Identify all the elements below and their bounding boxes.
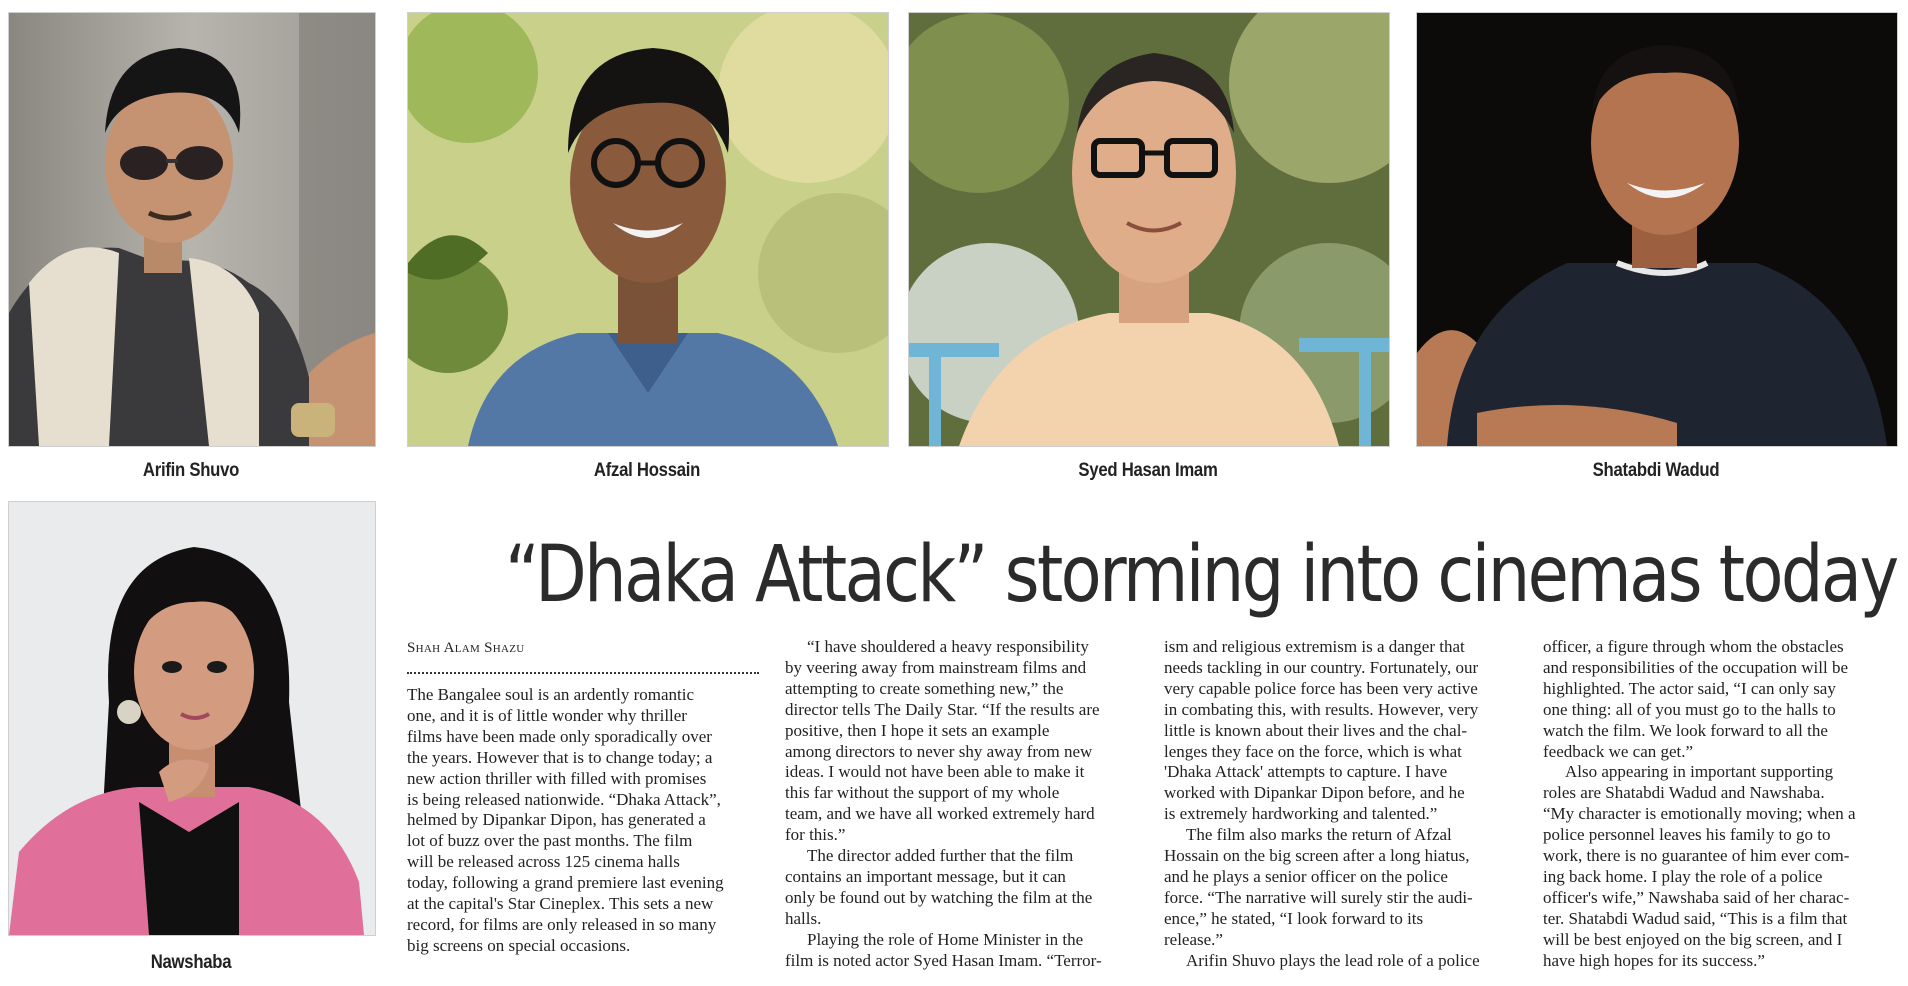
headline: “Dhaka Attack” storming into cinemas today — [505, 530, 1897, 620]
column-line: officer's wife,” Nawshaba said of her charac- — [1543, 887, 1850, 907]
article-column-3 — [1164, 637, 1516, 972]
column-line: highlighted. The actor said, “I can only say — [1543, 678, 1836, 698]
column-line: positive, then I hope it sets an example — [785, 720, 1050, 740]
column-line: ter. Shatabdi Wadud said, “This is a film that — [1543, 908, 1848, 928]
column-line: Hossain on the big screen after a long hiatus, — [1164, 846, 1470, 866]
column-line: ideas. I would not have been able to make it — [785, 762, 1085, 782]
column-line: and he plays a senior officer on the police — [1164, 866, 1448, 886]
column-line: worked with Dipankar Dipon before, and he — [1164, 783, 1465, 803]
column-line: director tells The Daily Star. “If the results are — [785, 699, 1100, 719]
column-line: one, and it is of little wonder why thriller — [407, 705, 687, 725]
column-line: have high hopes for its success.” — [1543, 950, 1765, 970]
photo-shatabdi-wadud — [1416, 12, 1898, 447]
column-line: and responsibilities of the occupation will be — [1543, 657, 1848, 677]
column-line: one thing: all of you must go to the halls to — [1543, 699, 1836, 719]
column-line: attempting to create something new,” the — [785, 678, 1064, 698]
column-line: big screens on special occasions. — [407, 935, 631, 955]
article-column-2 — [785, 637, 1137, 972]
column-line: this far without the support of my whole — [785, 783, 1060, 803]
column-line: The director added further that the film — [807, 846, 1074, 866]
photo-nawshaba — [8, 501, 376, 936]
column-line: film is noted actor Syed Hasan Imam. “Terror- — [785, 950, 1102, 970]
photo-arifin-shuvo — [8, 12, 376, 447]
column-line: release.” — [1164, 929, 1223, 949]
column-line: today, following a grand premiere last evening — [407, 873, 724, 893]
column-line: films have been made only sporadically over — [407, 726, 712, 746]
column-line: needs tackling in our country. Fortunately, our — [1164, 657, 1479, 677]
column-line: by veering away from mainstream films and — [785, 657, 1087, 677]
column-line: The Bangalee soul is an ardently romantic — [407, 685, 695, 704]
photo-afzal-hossain — [407, 12, 889, 447]
column-line: is extremely hardworking and talented.” — [1164, 804, 1438, 824]
column-line: the years. However that is to change today; a — [407, 747, 713, 767]
caption-nawshaba: Nawshaba — [150, 952, 232, 973]
column-line: at the capital's Star Cineplex. This sets a new — [407, 894, 714, 914]
column-line: work, there is no guarantee of him ever com- — [1543, 846, 1850, 866]
column-line: feedback we can get.” — [1543, 741, 1694, 761]
column-line: ism and religious extremism is a danger that — [1164, 637, 1465, 656]
column-line: police personnel leaves his family to go to — [1543, 825, 1831, 845]
photo-syed-hasan-imam — [908, 12, 1390, 447]
column-line: lenges they face on the force, which is what — [1164, 741, 1462, 761]
column-line: The film also marks the return of Afzal — [1186, 825, 1452, 845]
column-line: little is known about their lives and the chal- — [1164, 720, 1468, 740]
column-line: roles are Shatabdi Wadud and Nawshaba. — [1543, 783, 1825, 803]
byline: Shah Alam Shazu — [407, 640, 525, 656]
column-line: officer, a figure through whom the obstacles — [1543, 637, 1844, 656]
column-line: will be released across 125 cinema halls — [407, 852, 680, 872]
column-line: very capable police force has been very active — [1164, 678, 1478, 698]
column-line: will be best enjoyed on the big screen, and I — [1543, 929, 1843, 949]
column-line: contains an important message, but it can — [785, 866, 1066, 886]
column-line: Playing the role of Home Minister in the — [807, 929, 1084, 949]
column-line: watch the film. We look forward to all the — [1543, 720, 1828, 740]
column-line: new action thriller with filled with promises — [407, 768, 707, 788]
column-line: is being released nationwide. “Dhaka Attack”, — [407, 789, 721, 809]
column-line: Arifin Shuvo plays the lead role of a police — [1186, 950, 1480, 970]
column-line: “My character is emotionally moving; when a — [1543, 804, 1856, 824]
column-line: ing back home. I play the role of a police — [1543, 866, 1823, 886]
article-column-1 — [407, 685, 759, 957]
column-line: among directors to never shy away from new — [785, 741, 1093, 761]
column-line: ence,” he stated, “I look forward to its — [1164, 908, 1424, 928]
column-line: lot of buzz over the past months. The film — [407, 831, 693, 851]
column-line: team, and we have all worked extremely hard — [785, 804, 1095, 824]
caption-arifin-shuvo: Arifin Shuvo — [142, 460, 240, 481]
column-line: force. “The narrative will surely stir the audi- — [1164, 887, 1473, 907]
caption-shatabdi-wadud: Shatabdi Wadud — [1592, 460, 1720, 481]
caption-syed-hasan-imam: Syed Hasan Imam — [1078, 460, 1218, 481]
column-line: for this.” — [785, 825, 846, 845]
column-line: 'Dhaka Attack' attempts to capture. I have — [1164, 762, 1448, 782]
byline-divider — [407, 672, 759, 674]
column-line: helmed by Dipankar Dipon, has generated a — [407, 810, 706, 830]
column-line: “I have shouldered a heavy responsibility — [807, 637, 1089, 656]
column-line: halls. — [785, 908, 822, 928]
article-column-4 — [1543, 637, 1898, 972]
column-line: only be found out by watching the film at the — [785, 887, 1093, 907]
column-line: Also appearing in important supporting — [1565, 762, 1834, 782]
column-line: in combating this, with results. However, very — [1164, 699, 1479, 719]
caption-afzal-hossain: Afzal Hossain — [593, 460, 701, 481]
column-line: record, for films are only released in so many — [407, 914, 717, 934]
